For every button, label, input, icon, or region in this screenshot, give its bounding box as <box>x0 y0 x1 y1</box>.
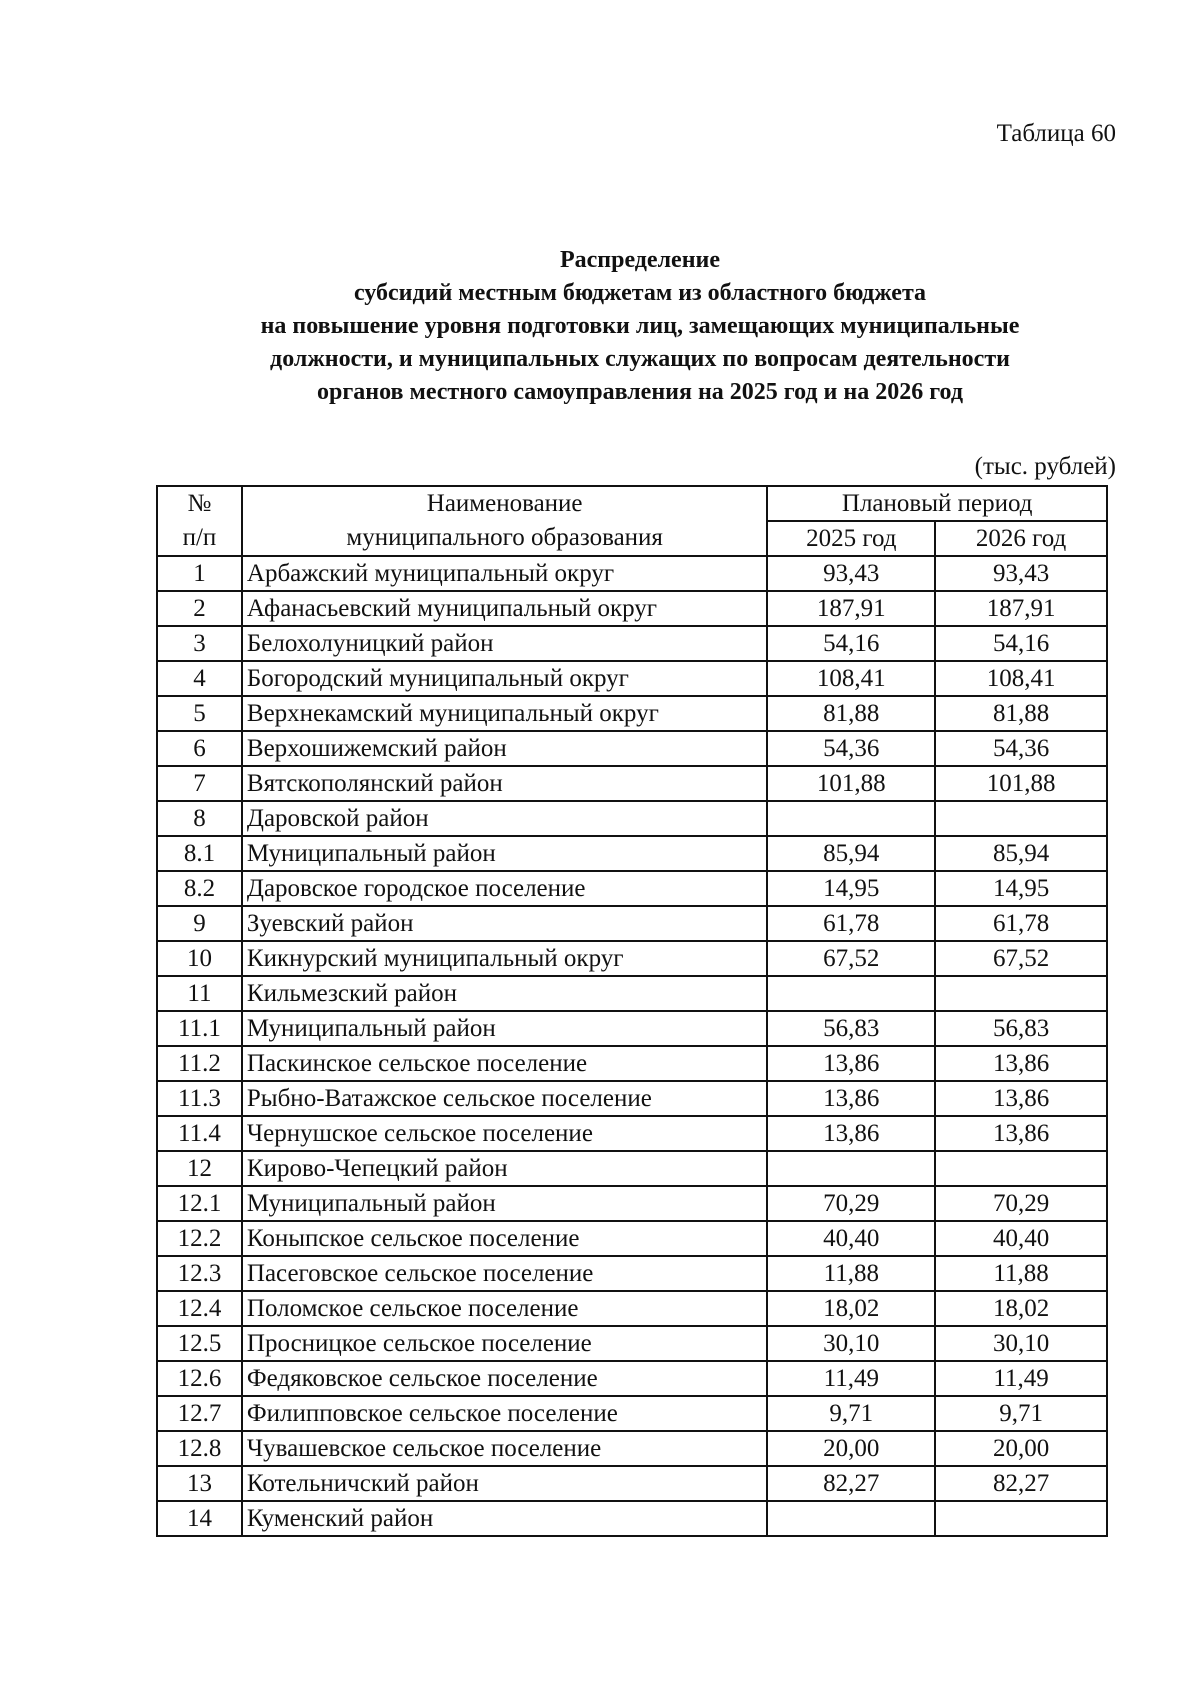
units-note: (тыс. рублей) <box>974 453 1116 480</box>
row-value-2026: 108,41 <box>935 661 1107 696</box>
row-value-2026: 18,02 <box>935 1291 1107 1326</box>
row-value-2026: 82,27 <box>935 1466 1107 1501</box>
row-value-2025: 11,88 <box>767 1256 935 1291</box>
row-value-2026 <box>935 976 1107 1011</box>
title-line: на повышение уровня подготовки лиц, замещающих муниципальные <box>260 313 1020 339</box>
row-value-2026 <box>935 801 1107 836</box>
row-value-2026: 11,88 <box>935 1256 1107 1291</box>
row-number: 9 <box>157 906 242 941</box>
row-municipality-name: Пасеговское сельское поселение <box>242 1256 768 1291</box>
table-row <box>157 941 1107 976</box>
table-row <box>157 1256 1107 1291</box>
table-row <box>157 1046 1107 1081</box>
row-value-2026: 14,95 <box>935 871 1107 906</box>
header-planned-period: Плановый период <box>767 486 1107 521</box>
header-name-line1: Наименование <box>426 490 583 517</box>
table-row <box>157 801 1107 836</box>
table-row <box>157 1081 1107 1116</box>
row-number: 11.2 <box>157 1046 242 1081</box>
row-number: 11 <box>157 976 242 1011</box>
document-title <box>150 244 1130 409</box>
row-value-2025: 54,16 <box>767 626 935 661</box>
table-row <box>157 766 1107 801</box>
row-value-2025: 40,40 <box>767 1221 935 1256</box>
title-line: должности, и муниципальных служащих по вопросам деятельности <box>270 346 1010 372</box>
row-number: 5 <box>157 696 242 731</box>
subsidy-table <box>156 485 1108 1537</box>
row-number: 12.5 <box>157 1326 242 1361</box>
table-row <box>157 556 1107 591</box>
table-row <box>157 836 1107 871</box>
row-value-2026: 85,94 <box>935 836 1107 871</box>
table-row <box>157 591 1107 626</box>
table-row <box>157 661 1107 696</box>
row-municipality-name: Верхошижемский район <box>242 731 768 766</box>
row-value-2025: 93,43 <box>767 556 935 591</box>
row-municipality-name: Рыбно-Ватажское сельское поселение <box>242 1081 768 1116</box>
row-value-2026: 13,86 <box>935 1046 1107 1081</box>
title-line: Распределение <box>559 247 721 273</box>
row-number: 12.2 <box>157 1221 242 1256</box>
row-municipality-name: Поломское сельское поселение <box>242 1291 768 1326</box>
row-value-2026: 13,86 <box>935 1081 1107 1116</box>
row-value-2025: 56,83 <box>767 1011 935 1046</box>
row-municipality-name: Муниципальный район <box>242 1011 768 1046</box>
table-row <box>157 1326 1107 1361</box>
row-value-2025 <box>767 1501 935 1536</box>
header-year-2025: 2025 год <box>767 521 935 556</box>
header-number-line2: п/п <box>182 524 217 551</box>
table-body <box>157 556 1107 1536</box>
row-value-2026 <box>935 1151 1107 1186</box>
title-line: органов местного самоуправления на 2025 год и на 2026 год <box>317 379 963 405</box>
table-row <box>157 1431 1107 1466</box>
row-value-2026: 54,16 <box>935 626 1107 661</box>
row-value-2025: 67,52 <box>767 941 935 976</box>
row-value-2025: 13,86 <box>767 1081 935 1116</box>
row-value-2026: 11,49 <box>935 1361 1107 1396</box>
row-value-2025: 14,95 <box>767 871 935 906</box>
row-municipality-name: Белохолуницкий район <box>242 626 768 661</box>
row-value-2026: 81,88 <box>935 696 1107 731</box>
header-year-2026: 2026 год <box>935 521 1107 556</box>
row-value-2025: 13,86 <box>767 1046 935 1081</box>
table-row <box>157 1011 1107 1046</box>
row-value-2026: 56,83 <box>935 1011 1107 1046</box>
row-value-2025: 61,78 <box>767 906 935 941</box>
row-value-2026: 20,00 <box>935 1431 1107 1466</box>
row-number: 11.1 <box>157 1011 242 1046</box>
row-municipality-name: Коныпское сельское поселение <box>242 1221 768 1256</box>
row-municipality-name: Верхнекамский муниципальный округ <box>242 696 768 731</box>
table-row <box>157 1501 1107 1536</box>
row-municipality-name: Чернушское сельское поселение <box>242 1116 768 1151</box>
row-value-2025: 85,94 <box>767 836 935 871</box>
row-number: 12.3 <box>157 1256 242 1291</box>
row-number: 4 <box>157 661 242 696</box>
row-municipality-name: Арбажский муниципальный округ <box>242 556 768 591</box>
row-value-2026: 67,52 <box>935 941 1107 976</box>
table-row <box>157 1291 1107 1326</box>
row-municipality-name: Кикнурский муниципальный округ <box>242 941 768 976</box>
header-name-line2: муниципального образования <box>346 524 663 551</box>
row-number: 12.7 <box>157 1396 242 1431</box>
row-value-2025 <box>767 1151 935 1186</box>
row-number: 3 <box>157 626 242 661</box>
table-row <box>157 696 1107 731</box>
row-value-2026: 70,29 <box>935 1186 1107 1221</box>
row-municipality-name: Филипповское сельское поселение <box>242 1396 768 1431</box>
row-number: 6 <box>157 731 242 766</box>
title-line: субсидий местным бюджетам из областного бюджета <box>353 280 927 306</box>
row-municipality-name: Просницкое сельское поселение <box>242 1326 768 1361</box>
table-row <box>157 1396 1107 1431</box>
row-value-2026 <box>935 1501 1107 1536</box>
row-municipality-name: Куменский район <box>242 1501 768 1536</box>
row-value-2025: 108,41 <box>767 661 935 696</box>
row-municipality-name: Вятскополянский район <box>242 766 768 801</box>
row-municipality-name: Муниципальный район <box>242 1186 768 1221</box>
row-number: 11.3 <box>157 1081 242 1116</box>
row-value-2026: 93,43 <box>935 556 1107 591</box>
row-value-2026: 40,40 <box>935 1221 1107 1256</box>
row-value-2025: 18,02 <box>767 1291 935 1326</box>
row-number: 12.6 <box>157 1361 242 1396</box>
table-row <box>157 871 1107 906</box>
row-value-2025: 9,71 <box>767 1396 935 1431</box>
row-number: 12.8 <box>157 1431 242 1466</box>
table-row <box>157 906 1107 941</box>
table-row <box>157 1361 1107 1396</box>
row-number: 8.2 <box>157 871 242 906</box>
row-value-2025: 70,29 <box>767 1186 935 1221</box>
row-municipality-name: Богородский муниципальный округ <box>242 661 768 696</box>
row-number: 1 <box>157 556 242 591</box>
header-number <box>157 486 242 556</box>
row-value-2025 <box>767 976 935 1011</box>
row-value-2026: 101,88 <box>935 766 1107 801</box>
row-number: 10 <box>157 941 242 976</box>
row-value-2025 <box>767 801 935 836</box>
row-value-2025: 82,27 <box>767 1466 935 1501</box>
row-municipality-name: Зуевский район <box>242 906 768 941</box>
row-number: 2 <box>157 591 242 626</box>
row-municipality-name: Котельничский район <box>242 1466 768 1501</box>
row-value-2025: 20,00 <box>767 1431 935 1466</box>
table-row <box>157 1466 1107 1501</box>
row-value-2025: 54,36 <box>767 731 935 766</box>
table-row <box>157 731 1107 766</box>
row-value-2026: 54,36 <box>935 731 1107 766</box>
row-municipality-name: Афанасьевский муниципальный округ <box>242 591 768 626</box>
row-number: 13 <box>157 1466 242 1501</box>
row-municipality-name: Даровской район <box>242 801 768 836</box>
table-row <box>157 1186 1107 1221</box>
row-number: 8 <box>157 801 242 836</box>
row-value-2026: 61,78 <box>935 906 1107 941</box>
row-value-2026: 9,71 <box>935 1396 1107 1431</box>
header-name <box>242 486 768 556</box>
row-value-2025: 13,86 <box>767 1116 935 1151</box>
row-number: 7 <box>157 766 242 801</box>
row-municipality-name: Кирово-Чепецкий район <box>242 1151 768 1186</box>
row-municipality-name: Даровское городское поселение <box>242 871 768 906</box>
row-municipality-name: Муниципальный район <box>242 836 768 871</box>
row-number: 12.4 <box>157 1291 242 1326</box>
row-number: 12.1 <box>157 1186 242 1221</box>
table-row <box>157 976 1107 1011</box>
table-row <box>157 1116 1107 1151</box>
row-municipality-name: Кильмезский район <box>242 976 768 1011</box>
row-number: 8.1 <box>157 836 242 871</box>
table-number: Таблица 60 <box>996 120 1116 147</box>
row-value-2025: 187,91 <box>767 591 935 626</box>
row-value-2025: 11,49 <box>767 1361 935 1396</box>
table-row <box>157 626 1107 661</box>
row-number: 11.4 <box>157 1116 242 1151</box>
table-row <box>157 1221 1107 1256</box>
row-municipality-name: Чувашевское сельское поселение <box>242 1431 768 1466</box>
row-number: 14 <box>157 1501 242 1536</box>
row-value-2025: 101,88 <box>767 766 935 801</box>
table-row <box>157 1151 1107 1186</box>
row-municipality-name: Паскинское сельское поселение <box>242 1046 768 1081</box>
header-number-line1: № <box>187 490 212 517</box>
row-value-2026: 187,91 <box>935 591 1107 626</box>
row-value-2025: 81,88 <box>767 696 935 731</box>
row-value-2026: 30,10 <box>935 1326 1107 1361</box>
row-value-2026: 13,86 <box>935 1116 1107 1151</box>
row-municipality-name: Федяковское сельское поселение <box>242 1361 768 1396</box>
row-number: 12 <box>157 1151 242 1186</box>
row-value-2025: 30,10 <box>767 1326 935 1361</box>
